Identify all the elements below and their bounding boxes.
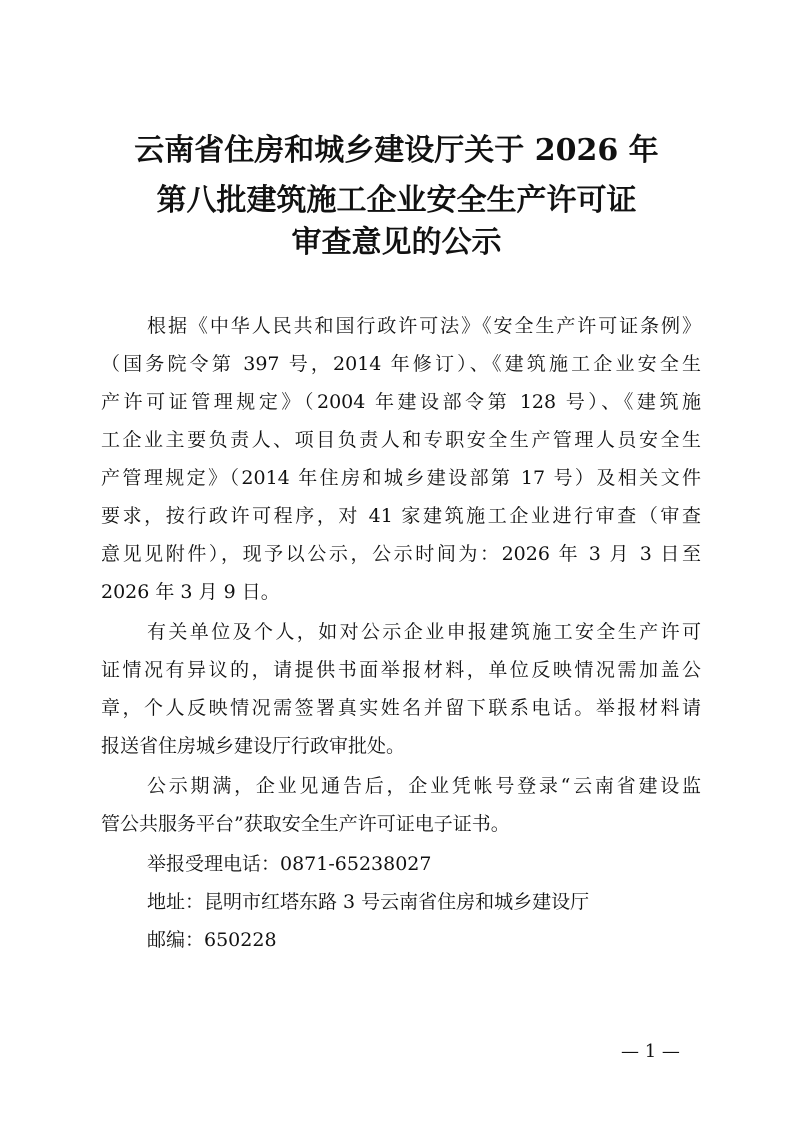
- body-line: 证情况有异议的，请提供书面举报材料，单位反映情况需加盖公: [101, 659, 701, 681]
- title-line-2: 第八批建筑施工企业安全生产许可证: [156, 183, 637, 218]
- body-line: 要求，按行政许可程序，对 41 家建筑施工企业进行审查（审查: [101, 505, 701, 527]
- title-line-3: 审查意见的公示: [291, 225, 502, 260]
- body-line: 意见见附件），现予以公示，公示时间为：2026 年 3 月 3 日至: [101, 543, 701, 565]
- body-line: 根据《中华人民共和国行政许可法》《安全生产许可证条例》: [147, 315, 701, 337]
- body-line: 报送省住房城乡建设厅行政审批处。: [101, 735, 406, 757]
- page-number: — 1 —: [621, 1041, 680, 1062]
- body-line: 2026 年 3 月 9 日。: [101, 581, 280, 603]
- body-line: 管公共服务平台”获取安全生产许可证电子证书。: [101, 813, 510, 835]
- postal-code: 邮编：650228: [147, 929, 277, 951]
- title-line-1: 云南省住房和城乡建设厅关于 2026 年: [134, 133, 659, 168]
- body-line: 产许可证管理规定》（2004 年建设部令第 128 号）、《建筑施: [101, 391, 701, 413]
- body-line: 产管理规定》（2014 年住房和城乡建设部第 17 号）及相关文件: [101, 467, 701, 489]
- body-line: （国务院令第 397 号，2014 年修订）、《建筑施工企业安全生: [101, 353, 701, 375]
- body-line: 章，个人反映情况需签署真实姓名并留下联系电话。举报材料请: [101, 697, 701, 719]
- hotline-phone: 举报受理电话：0871-65238027: [147, 853, 432, 875]
- body-line: 公示期满，企业见通告后，企业凭帐号登录“云南省建设监: [147, 775, 701, 797]
- body-line: 工企业主要负责人、项目负责人和专职安全生产管理人员安全生: [101, 429, 701, 451]
- contact-address: 地址：昆明市红塔东路 3 号云南省住房和城乡建设厅: [147, 891, 590, 913]
- body-line: 有关单位及个人，如对公示企业申报建筑施工安全生产许可: [147, 621, 701, 643]
